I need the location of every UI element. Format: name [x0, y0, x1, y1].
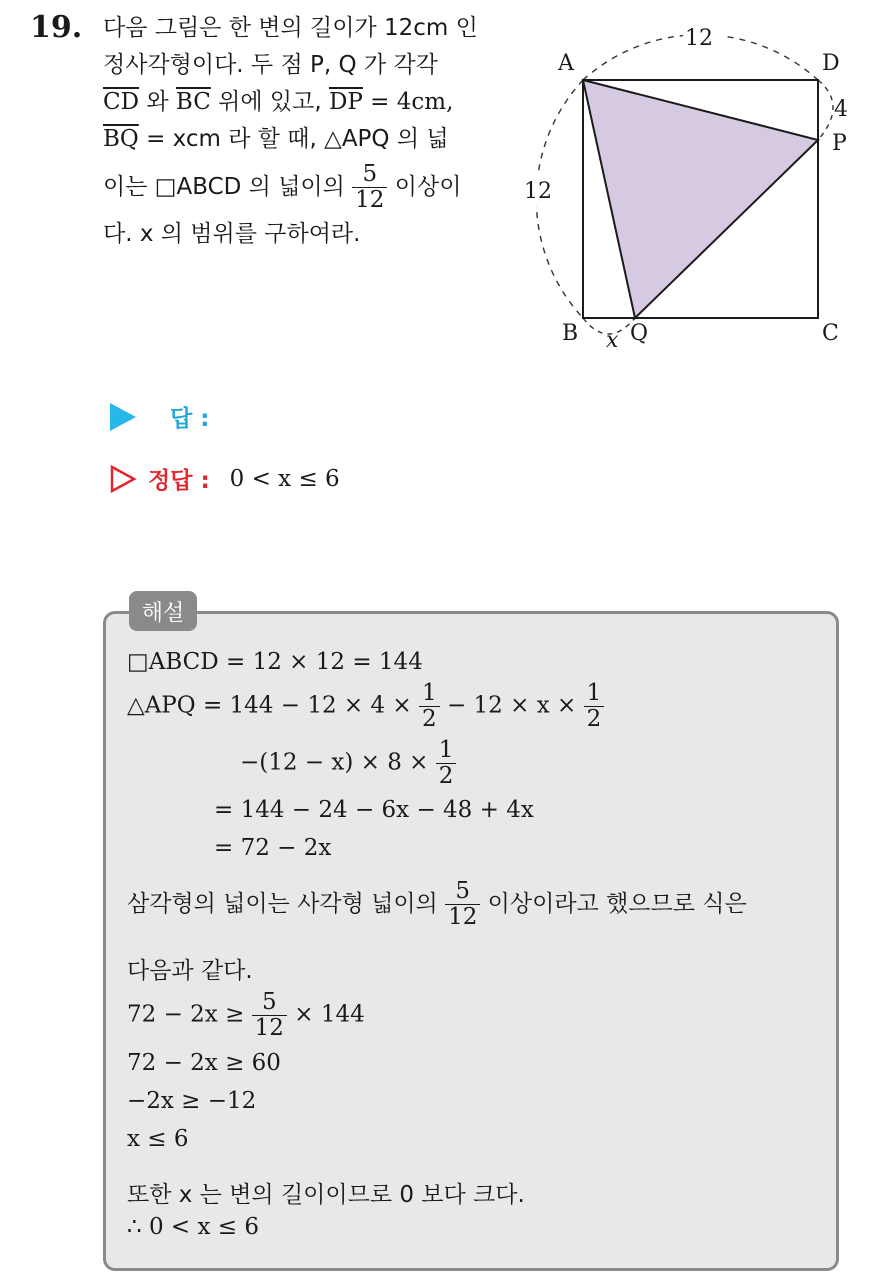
fraction-one-half: $\frac{1}{2}$: [436, 738, 457, 789]
triangle-apq: [583, 80, 818, 318]
fraction-five-twelfths: $\frac{5}{12}$: [352, 162, 387, 213]
question-line-3: $\overline{CD}$ 와 $\overline{BC}$ 위에 있고, $\overline{DP} = 4cm$,: [103, 89, 454, 115]
exp-line-2: △APQ = 144 − 12 × 4 × $\frac{1}{2}$ − 12 × x × $\frac{1}{2}$: [127, 681, 604, 732]
point-p-label: P: [832, 131, 847, 156]
exp-line-4: = 144 − 24 − 6x − 48 + 4x: [214, 797, 534, 823]
dim-arc-dp: [818, 80, 833, 140]
vertex-a-label: A: [558, 51, 574, 76]
exp-line-10: −2x ≥ −12: [127, 1088, 257, 1114]
exp-line-12: 또한 x 는 변의 길이이므로 0 보다 크다.: [127, 1182, 525, 1208]
dim-bq-label: x: [606, 328, 619, 353]
point-q-label: Q: [630, 321, 649, 346]
exp-line-5: = 72 − 2x: [214, 835, 332, 861]
segment-bc: $\overline{BC}$: [175, 89, 211, 115]
exp-line-9: 72 − 2x ≥ 60: [127, 1050, 281, 1076]
question-line-4: $\overline{BQ}$ = xcm 라 할 때, △APQ 의 넓: [103, 126, 449, 152]
dim-top-label: 12: [685, 26, 713, 51]
outline-triangle-icon: [110, 465, 136, 493]
fraction-one-half: $\frac{1}{2}$: [584, 681, 605, 732]
answer-label: 답 :: [170, 406, 210, 432]
question-text: [103, 10, 503, 253]
question-number: 19.: [30, 10, 83, 45]
segment-bq: $\overline{BQ}$: [103, 126, 139, 152]
answer-row: [110, 400, 209, 433]
exp-line-11: x ≤ 6: [127, 1126, 189, 1152]
question-line-5: 이는 □ABCD 의 넓이의 $\frac{5}{12}$ 이상이: [103, 161, 462, 213]
correct-answer-row: [110, 462, 340, 495]
exp-line-6: 삼각형의 넓이는 사각형 넓이의 $\frac{5}{12}$ 이상이라고 했으므로 식은: [127, 878, 747, 930]
explanation-badge: 해설: [129, 591, 197, 631]
filled-triangle-icon: [110, 403, 136, 431]
correct-answer-label: 정답 :: [148, 468, 210, 494]
dim-dp-label: 4: [834, 97, 848, 122]
question-line-1: 다음 그림은 한 변의 길이가 12cm 인: [103, 15, 478, 41]
segment-cd: $\overline{CD}$: [103, 89, 140, 115]
question-line-6: 다. x 의 범위를 구하여라.: [103, 221, 361, 247]
exp-line-1: □ABCD = 12 × 12 = 144: [127, 649, 423, 675]
exp-line-8: 72 − 2x ≥ $\frac{5}{12}$ × 144: [127, 989, 365, 1041]
segment-dp: $\overline{DP}$: [328, 89, 363, 115]
fraction-five-twelfths: $\frac{5}{12}$: [445, 879, 480, 930]
square-figure: [518, 20, 858, 360]
vertex-b-label: B: [562, 321, 579, 346]
correct-answer-value: 0 < x ≤ 6: [229, 465, 340, 492]
exp-line-3: −(12 − x) × 8 × $\frac{1}{2}$: [240, 738, 456, 789]
vertex-c-label: C: [822, 321, 839, 346]
dim-left-label: 12: [524, 179, 552, 204]
question-line-2: 정사각형이다. 두 점 P, Q 가 각각: [103, 52, 438, 78]
vertex-d-label: D: [822, 51, 840, 76]
fraction-five-twelfths: $\frac{5}{12}$: [252, 990, 287, 1041]
fraction-one-half: $\frac{1}{2}$: [419, 681, 440, 732]
exp-line-13: ∴ 0 < x ≤ 6: [127, 1214, 259, 1240]
exp-line-7: 다음과 같다.: [127, 958, 253, 984]
